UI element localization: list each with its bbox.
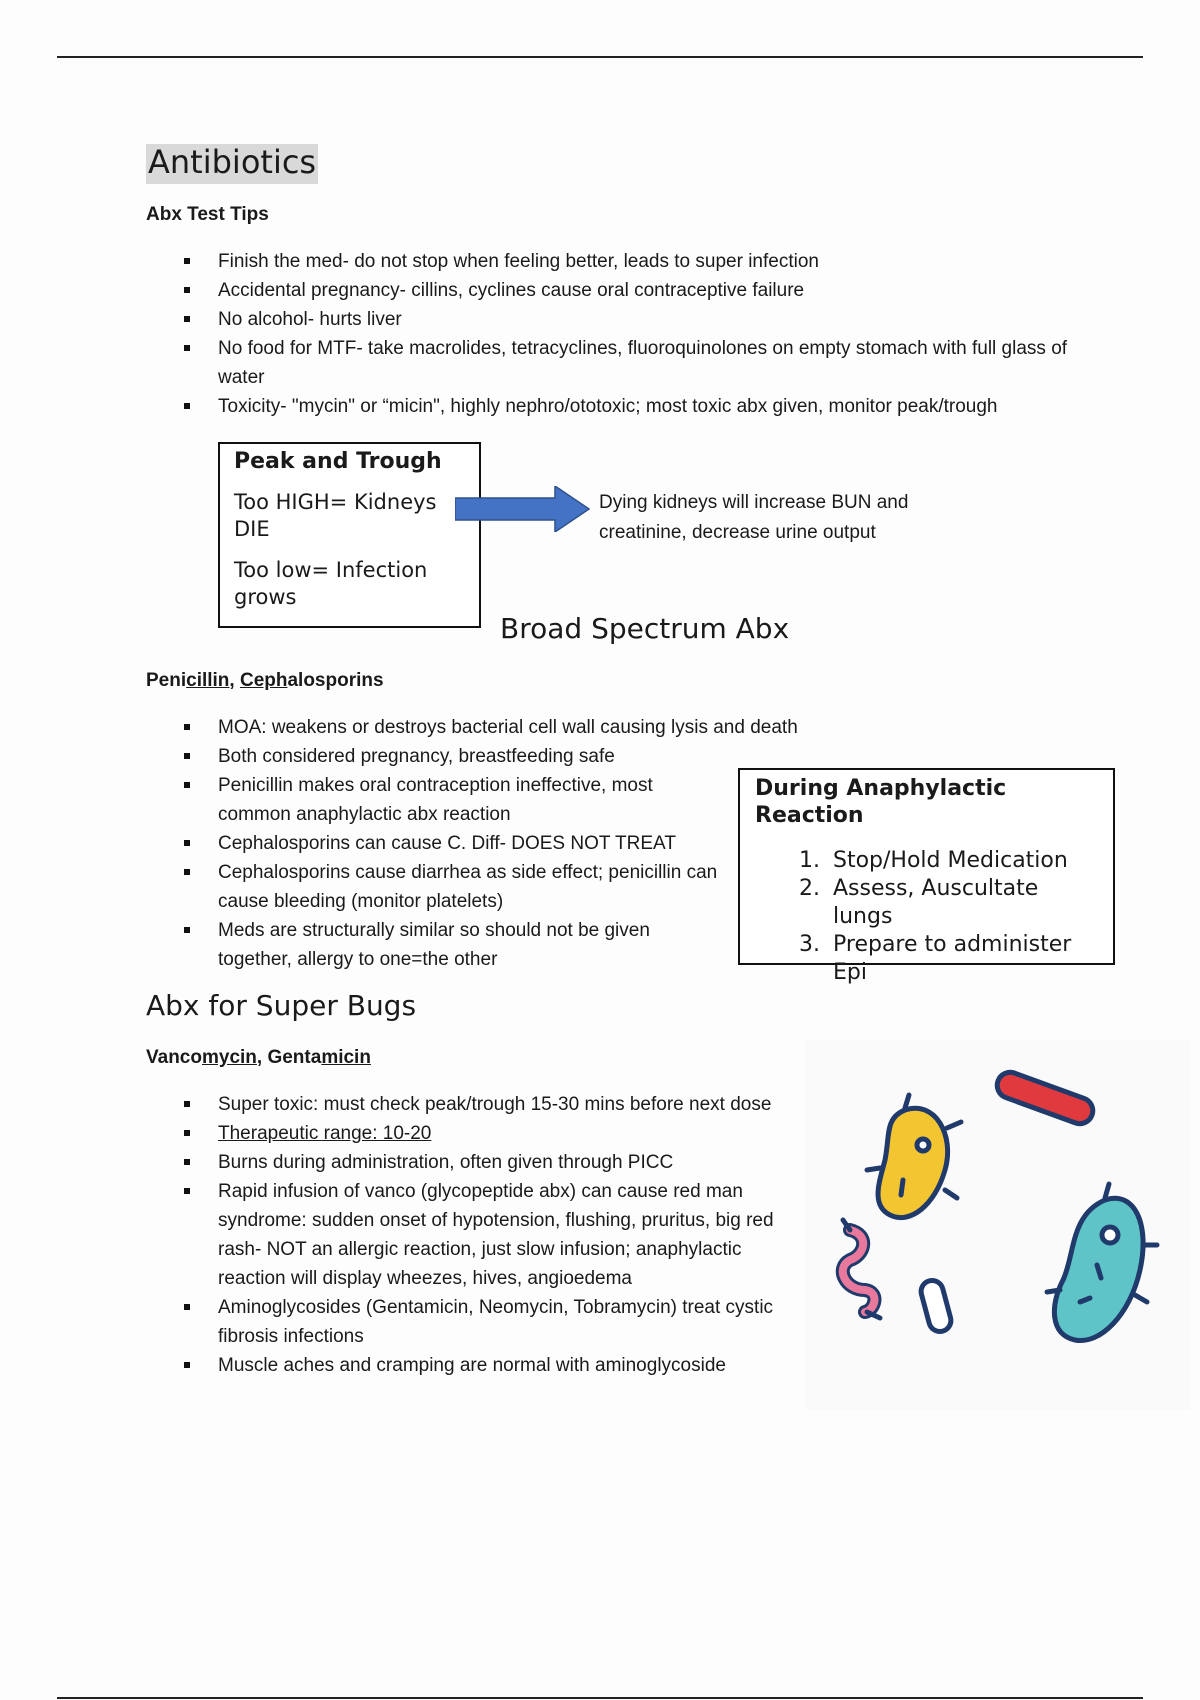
peak-trough-title: Peak and Trough <box>234 449 442 474</box>
super-bugs-list <box>146 1090 786 1380</box>
step-item: 2. Assess, Auscultate lungs <box>827 875 1098 931</box>
anaphylaxis-steps <box>755 847 1098 987</box>
list-item: No alcohol- hurts liver <box>146 305 1106 334</box>
list-item: No food for MTF- take macrolides, tetracyclines, fluoroquinolones on empty stomach with full glass of water <box>146 334 1106 392</box>
list-item: Rapid infusion of vanco (glycopeptide abx) can cause red man syndrome: sudden onset of hypotension, flushing, pruritus, big red rash- NOT an allergic reaction, just slow infusion; anaphylactic reaction will display wheezes, hives, angioedema <box>146 1177 786 1293</box>
list-item: Penicillin makes oral contraception ineffective, most common anaphylactic abx reaction <box>146 771 726 829</box>
broad-spectrum-subheading: Penicillin, Cephalosporins <box>146 670 384 691</box>
list-item: Cephalosporins can cause C. Diff- DOES NOT TREAT <box>146 829 726 858</box>
list-item: Aminoglycosides (Gentamicin, Neomycin, Tobramycin) treat cystic fibrosis infections <box>146 1293 786 1351</box>
peak-trough-box <box>218 442 481 628</box>
list-item: Burns during administration, often given through PICC <box>146 1148 786 1177</box>
peak-trough-low: Too low= Infection grows <box>234 558 428 609</box>
step-item: 1. Stop/Hold Medication <box>827 847 1098 875</box>
step-item: 3. Prepare to administer Epi <box>827 931 1098 987</box>
list-item: Both considered pregnancy, breastfeeding safe <box>146 742 726 771</box>
right-arrow-icon <box>455 486 590 532</box>
list-item: Meds are structurally similar so should not be given together, allergy to one=the other <box>146 916 726 974</box>
super-bugs-subheading: Vancomycin, Gentamicin <box>146 1047 371 1068</box>
bacteria-illustration-icon <box>805 1040 1190 1410</box>
list-item: Therapeutic range: 10-20 <box>146 1119 786 1148</box>
anaphylaxis-title: During Anaphylactic Reaction <box>755 776 1007 828</box>
list-item: Muscle aches and cramping are normal with aminoglycoside <box>146 1351 786 1380</box>
broad-spectrum-heading: Broad Spectrum Abx <box>500 612 790 645</box>
list-item: Cephalosporins cause diarrhea as side effect; penicillin can cause bleeding (monitor platelets) <box>146 858 726 916</box>
page-title: Antibiotics <box>146 144 318 184</box>
list-item: Super toxic: must check peak/trough 15-30 mins before next dose <box>146 1090 786 1119</box>
test-tips-heading: Abx Test Tips <box>146 204 269 225</box>
peak-trough-high: Too HIGH= Kidneys DIE <box>234 490 437 541</box>
list-item: Accidental pregnancy- cillins, cyclines cause oral contraceptive failure <box>146 276 1106 305</box>
list-item: Finish the med- do not stop when feeling better, leads to super infection <box>146 247 1106 276</box>
list-item: MOA: weakens or destroys bacterial cell wall causing lysis and death <box>146 713 1018 742</box>
anaphylaxis-box <box>738 768 1115 985</box>
super-bugs-heading: Abx for Super Bugs <box>146 989 417 1022</box>
bacteria-illustration <box>805 1040 1190 1410</box>
test-tips-list <box>146 247 1106 421</box>
header-rule <box>57 56 1143 58</box>
broad-spectrum-list <box>146 713 798 974</box>
footer-rule <box>57 1697 1143 1699</box>
list-item: Toxicity- "mycin" or “micin", highly nephro/ototoxic; most toxic abx given, monitor peak/trough <box>146 392 1106 421</box>
kidney-note: Dying kidneys will increase BUN and creatinine, decrease urine output <box>599 492 909 543</box>
